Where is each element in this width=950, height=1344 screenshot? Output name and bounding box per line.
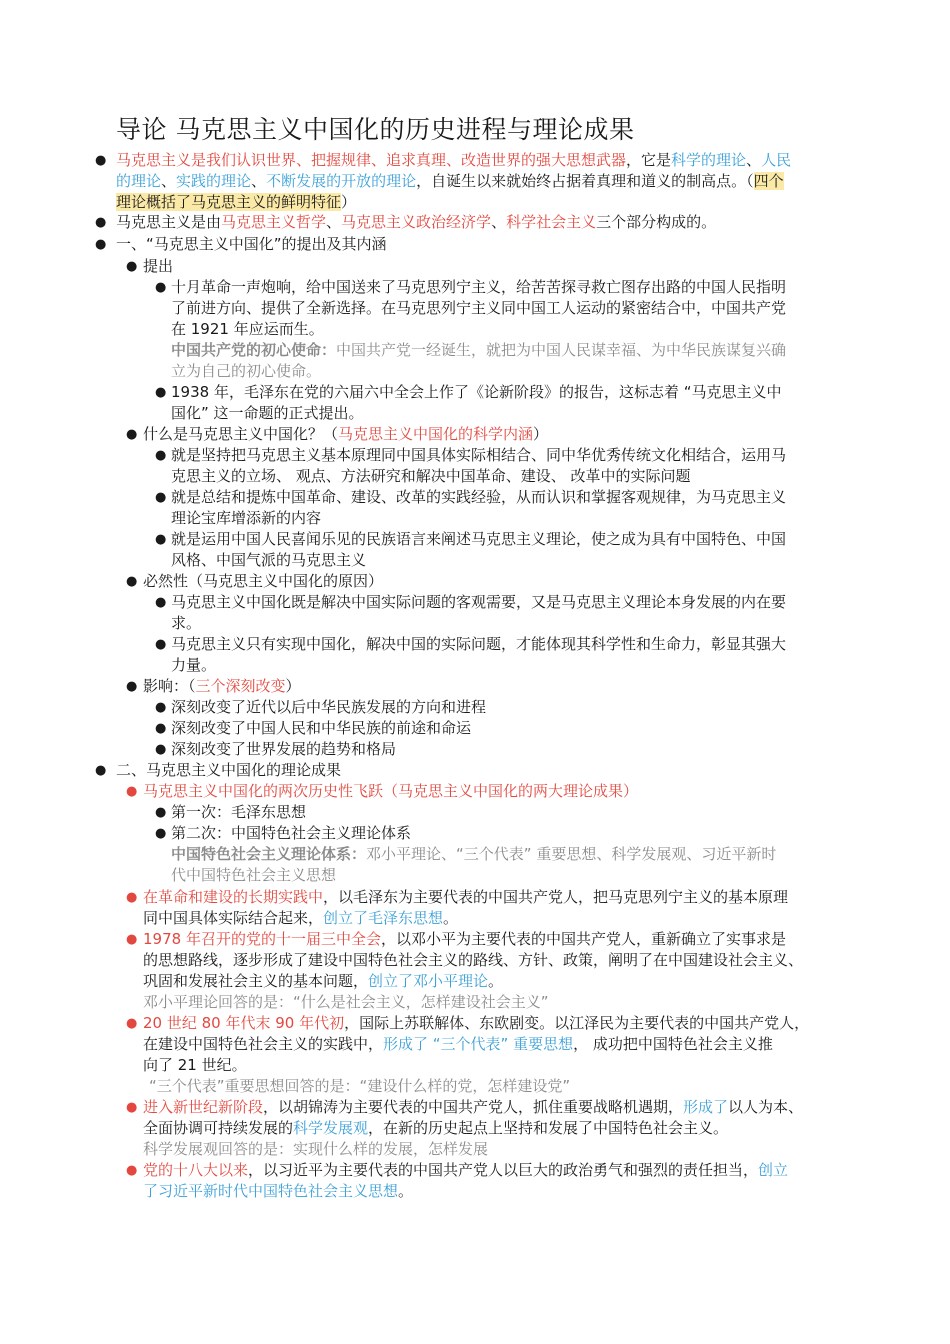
subsection-tichu: 提出 xyxy=(143,257,174,275)
text-segment: 创立了邓小平理论 xyxy=(368,972,489,990)
note-text: 立为自己的初心使命。 xyxy=(171,362,322,380)
text-segment: 形成了 xyxy=(683,1098,729,1116)
text-segment: 1978 年召开的党的十一届三中全会 xyxy=(143,930,381,948)
text-segment: 影响：（ xyxy=(143,677,196,695)
text-segment: 人民 xyxy=(761,151,792,169)
highlighted-text: 理论概括了马克思主义的鲜明特征 xyxy=(116,193,342,211)
page-title: 导论 马克思主义中国化的历史进程与理论成果 xyxy=(116,115,635,144)
line: 马克思主义只有实现中国化，解决中国的实际问题，才能体现其科学性和生命力，彰显其强大 xyxy=(171,635,787,653)
text-segment: 、 xyxy=(746,151,762,169)
line: 1938 年，毛泽东在党的六届六中全会上作了《论新阶段》的报告，这标志着 “马克思主义中 xyxy=(171,383,782,401)
list-item: 深刻改变了世界发展的趋势和格局 xyxy=(171,740,397,758)
bullet-icon: ● xyxy=(126,679,138,694)
bullet-icon: ● xyxy=(126,259,138,274)
bullet-icon: ● xyxy=(126,932,138,947)
text-segment: ，它是 xyxy=(626,151,672,169)
list-item-hu xyxy=(143,1097,853,1160)
bullet-icon: ● xyxy=(95,153,107,168)
subsection-leap: 马克思主义中国化的两次历史性飞跃（马克思主义中国化的两大理论成果） xyxy=(143,782,639,800)
text-segment: 三个部分构成的。 xyxy=(596,213,717,231)
line xyxy=(116,171,846,192)
list-item-jiang xyxy=(143,1013,853,1097)
text-segment: ，自诞生以来就始终占据着真理和道义的制高点。（ xyxy=(416,172,754,190)
text-segment: ，以邓小平为主要代表的中国共产党人，重新确立了实事求是 xyxy=(380,930,786,948)
line: 理论宝库增添新的内容 xyxy=(171,509,322,527)
note-label: 中国共产党的初心使命： xyxy=(171,341,337,359)
bullet-icon: ● xyxy=(155,595,167,610)
text-segment: 科学的理论 xyxy=(671,151,747,169)
list-item xyxy=(171,445,851,487)
list-item xyxy=(171,487,851,529)
line xyxy=(143,971,853,992)
list-item: 深刻改变了近代以后中华民族发展的方向和进程 xyxy=(171,698,487,716)
bullet-icon: ● xyxy=(155,490,167,505)
text-segment: 科学社会主义 xyxy=(506,213,597,231)
bullet-icon: ● xyxy=(155,700,167,715)
line: 的思想路线，逐步形成了建设中国特色社会主义的路线、方针、政策，阐明了在中国建设社会主义、 xyxy=(143,951,804,969)
text-segment: ） xyxy=(533,425,549,443)
intro-paragraph-1 xyxy=(116,150,846,213)
bullet-icon: ● xyxy=(155,448,167,463)
text-segment: 、 xyxy=(251,172,267,190)
line xyxy=(143,1013,853,1034)
note-text: “三个代表”重要思想回答的是：“建设什么样的党，怎样建设党” xyxy=(149,1077,571,1095)
bullet-icon: ● xyxy=(155,805,167,820)
bullet-icon: ● xyxy=(155,280,167,295)
line xyxy=(171,844,851,865)
list-item: 第一次：毛泽东思想 xyxy=(171,803,307,821)
line: 求。 xyxy=(171,614,202,632)
bullet-icon: ● xyxy=(95,215,107,230)
bullet-icon: ● xyxy=(126,1163,138,1178)
text-segment: ，以习近平为主要代表的中国共产党人以巨大的政治勇气和强烈的责任担当， xyxy=(248,1161,759,1179)
line: 第二次：中国特色社会主义理论体系 xyxy=(171,824,412,842)
text-segment: 马克思主义是由 xyxy=(116,213,222,231)
text-segment: 20 世纪 80 年代末 90 年代初 xyxy=(143,1014,345,1032)
line xyxy=(143,1034,853,1055)
bullet-icon: ● xyxy=(126,1016,138,1031)
line: 十月革命一声炮响，给中国送来了马克思列宁主义，给苦苦探寻救亡图存出路的中国人民指明 xyxy=(171,278,787,296)
note-text: 邓小平理论、“三个代表” 重要思想、科学发展观、习近平新时 xyxy=(366,845,777,863)
highlighted-text: 四个 xyxy=(753,172,784,190)
list-item xyxy=(171,634,851,676)
text-segment: ） xyxy=(341,193,357,211)
intro-paragraph-2 xyxy=(116,212,846,233)
subsection-what xyxy=(143,424,548,445)
list-item-xi xyxy=(143,1160,853,1202)
text-segment: 形成了 “三个代表” 重要思想 xyxy=(383,1035,574,1053)
line xyxy=(143,1097,853,1118)
line: 向了 21 世纪。 xyxy=(143,1056,247,1074)
line: 风格、中国气派的马克思主义 xyxy=(171,551,367,569)
list-item xyxy=(171,823,851,886)
subsection-influence xyxy=(143,676,301,697)
text-segment: 三个深刻改变 xyxy=(195,677,286,695)
line xyxy=(143,1181,853,1202)
text-segment: 马克思主义哲学 xyxy=(221,213,327,231)
text-segment: 以人为本、 xyxy=(728,1098,804,1116)
line: 了前进方向、提供了全新选择。在马克思列宁主义同中国工人运动的紧密结合中，中国共产党 xyxy=(171,299,787,317)
bullet-icon: ● xyxy=(155,637,167,652)
list-item-deng xyxy=(143,929,853,1013)
bullet-icon: ● xyxy=(126,1100,138,1115)
text-segment: 科学发展观 xyxy=(293,1119,369,1137)
bullet-icon: ● xyxy=(155,532,167,547)
bullet-icon: ● xyxy=(155,742,167,757)
text-segment: 、 xyxy=(161,172,177,190)
text-segment: 党的十八大以来 xyxy=(143,1161,249,1179)
note-text: 中国共产党一经诞生，就把为中国人民谋幸福、为中华民族谋复兴确 xyxy=(336,341,787,359)
list-item xyxy=(171,382,851,424)
text-segment: 在革命和建设的长期实践中 xyxy=(143,888,324,906)
text-segment: ，以毛泽东为主要代表的中国共产党人，把马克思列宁主义的基本原理 xyxy=(323,888,789,906)
line: 克思主义的立场、 观点、方法研究和解决中国革命、建设、 改革中的实际问题 xyxy=(171,467,691,485)
text-segment: ，在新的历史起点上坚持和发展了中国特色社会主义。 xyxy=(368,1119,729,1137)
section-heading-1: 一、“马克思主义中国化”的提出及其内涵 xyxy=(116,235,387,253)
line: 就是总结和提炼中国革命、建设、改革的实践经验，从而认识和掌握客观规律，为马克思主义 xyxy=(171,488,787,506)
bullet-icon: ● xyxy=(155,385,167,400)
line xyxy=(143,1160,853,1181)
text-segment: 。 xyxy=(443,909,459,927)
text-segment: 。 xyxy=(488,972,504,990)
text-segment: 。 xyxy=(398,1182,414,1200)
text-segment: 在建设中国特色社会主义的实践中， xyxy=(143,1035,384,1053)
text-segment: 创立了毛泽东思想 xyxy=(323,909,444,927)
text-segment: ，国际上苏联解体、东欧剧变。以江泽民为主要代表的中国共产党人， xyxy=(344,1014,810,1032)
section-heading-2: 二、马克思主义中国化的理论成果 xyxy=(116,761,342,779)
line xyxy=(143,929,853,950)
bullet-icon: ● xyxy=(95,237,107,252)
line xyxy=(143,908,853,929)
text-segment: ） xyxy=(285,677,301,695)
text-segment: 什么是马克思主义中国化？（ xyxy=(143,425,339,443)
list-item-mao xyxy=(143,887,853,929)
bullet-icon: ● xyxy=(155,826,167,841)
line xyxy=(171,340,851,361)
bullet-icon: ● xyxy=(126,890,138,905)
text-segment: 、 xyxy=(326,213,342,231)
text-segment: ， 成功把中国特色社会主义推 xyxy=(573,1035,773,1053)
bullet-icon: ● xyxy=(126,427,138,442)
text-segment: 全面协调可持续发展的 xyxy=(143,1119,294,1137)
text-segment: 了习近平新时代中国特色社会主义思想 xyxy=(143,1182,399,1200)
text-segment: ，以胡锦涛为主要代表的中国共产党人，抓住重要战略机遇期， xyxy=(263,1098,684,1116)
note-label: 中国特色社会主义理论体系： xyxy=(171,845,367,863)
text-segment: 进入新世纪新阶段 xyxy=(143,1098,264,1116)
text-segment: 巩固和发展社会主义的基本问题， xyxy=(143,972,369,990)
line: 马克思主义中国化既是解决中国实际问题的客观需要，又是马克思主义理论本身发展的内在要 xyxy=(171,593,787,611)
list-item xyxy=(171,277,851,382)
text-segment: 不断发展的开放的理论 xyxy=(266,172,417,190)
subsection-necessity: 必然性（马克思主义中国化的原因） xyxy=(143,572,384,590)
list-item xyxy=(171,529,851,571)
text-segment: 创立 xyxy=(758,1161,789,1179)
text-segment: 的理论 xyxy=(116,172,162,190)
text-segment: 马克思主义是我们认识世界、把握规律、追求真理、改造世界的强大思想武器 xyxy=(116,151,627,169)
line: 就是坚持把马克思主义基本原理同中国具体实际相结合、同中华优秀传统文化相结合，运用马 xyxy=(171,446,787,464)
line: 就是运用中国人民喜闻乐见的民族语言来阐述马克思主义理论，使之成为具有中国特色、中国 xyxy=(171,530,787,548)
text-segment: 、 xyxy=(491,213,507,231)
text-segment: 同中国具体实际结合起来， xyxy=(143,909,324,927)
line xyxy=(143,887,853,908)
bullet-icon: ● xyxy=(155,721,167,736)
line: 力量。 xyxy=(171,656,217,674)
bullet-icon: ● xyxy=(126,574,138,589)
text-segment: 马克思主义政治经济学 xyxy=(341,213,492,231)
list-item: 深刻改变了中国人民和中华民族的前途和命运 xyxy=(171,719,472,737)
line xyxy=(116,192,846,213)
text-segment: 实践的理论 xyxy=(176,172,252,190)
bullet-icon: ● xyxy=(126,784,138,799)
line: 在 1921 年应运而生。 xyxy=(171,320,324,338)
line xyxy=(143,1118,853,1139)
line: 国化” 这一命题的正式提出。 xyxy=(171,404,364,422)
line xyxy=(116,150,846,171)
list-item xyxy=(171,592,851,634)
bullet-icon: ● xyxy=(95,763,107,778)
note-text: 邓小平理论回答的是：“什么是社会主义，怎样建设社会主义” xyxy=(143,993,549,1011)
text-segment: 马克思主义中国化的科学内涵 xyxy=(338,425,534,443)
note-text: 代中国特色社会主义思想 xyxy=(171,866,337,884)
note-text: 科学发展观回答的是：实现什么样的发展，怎样发展 xyxy=(143,1140,489,1158)
